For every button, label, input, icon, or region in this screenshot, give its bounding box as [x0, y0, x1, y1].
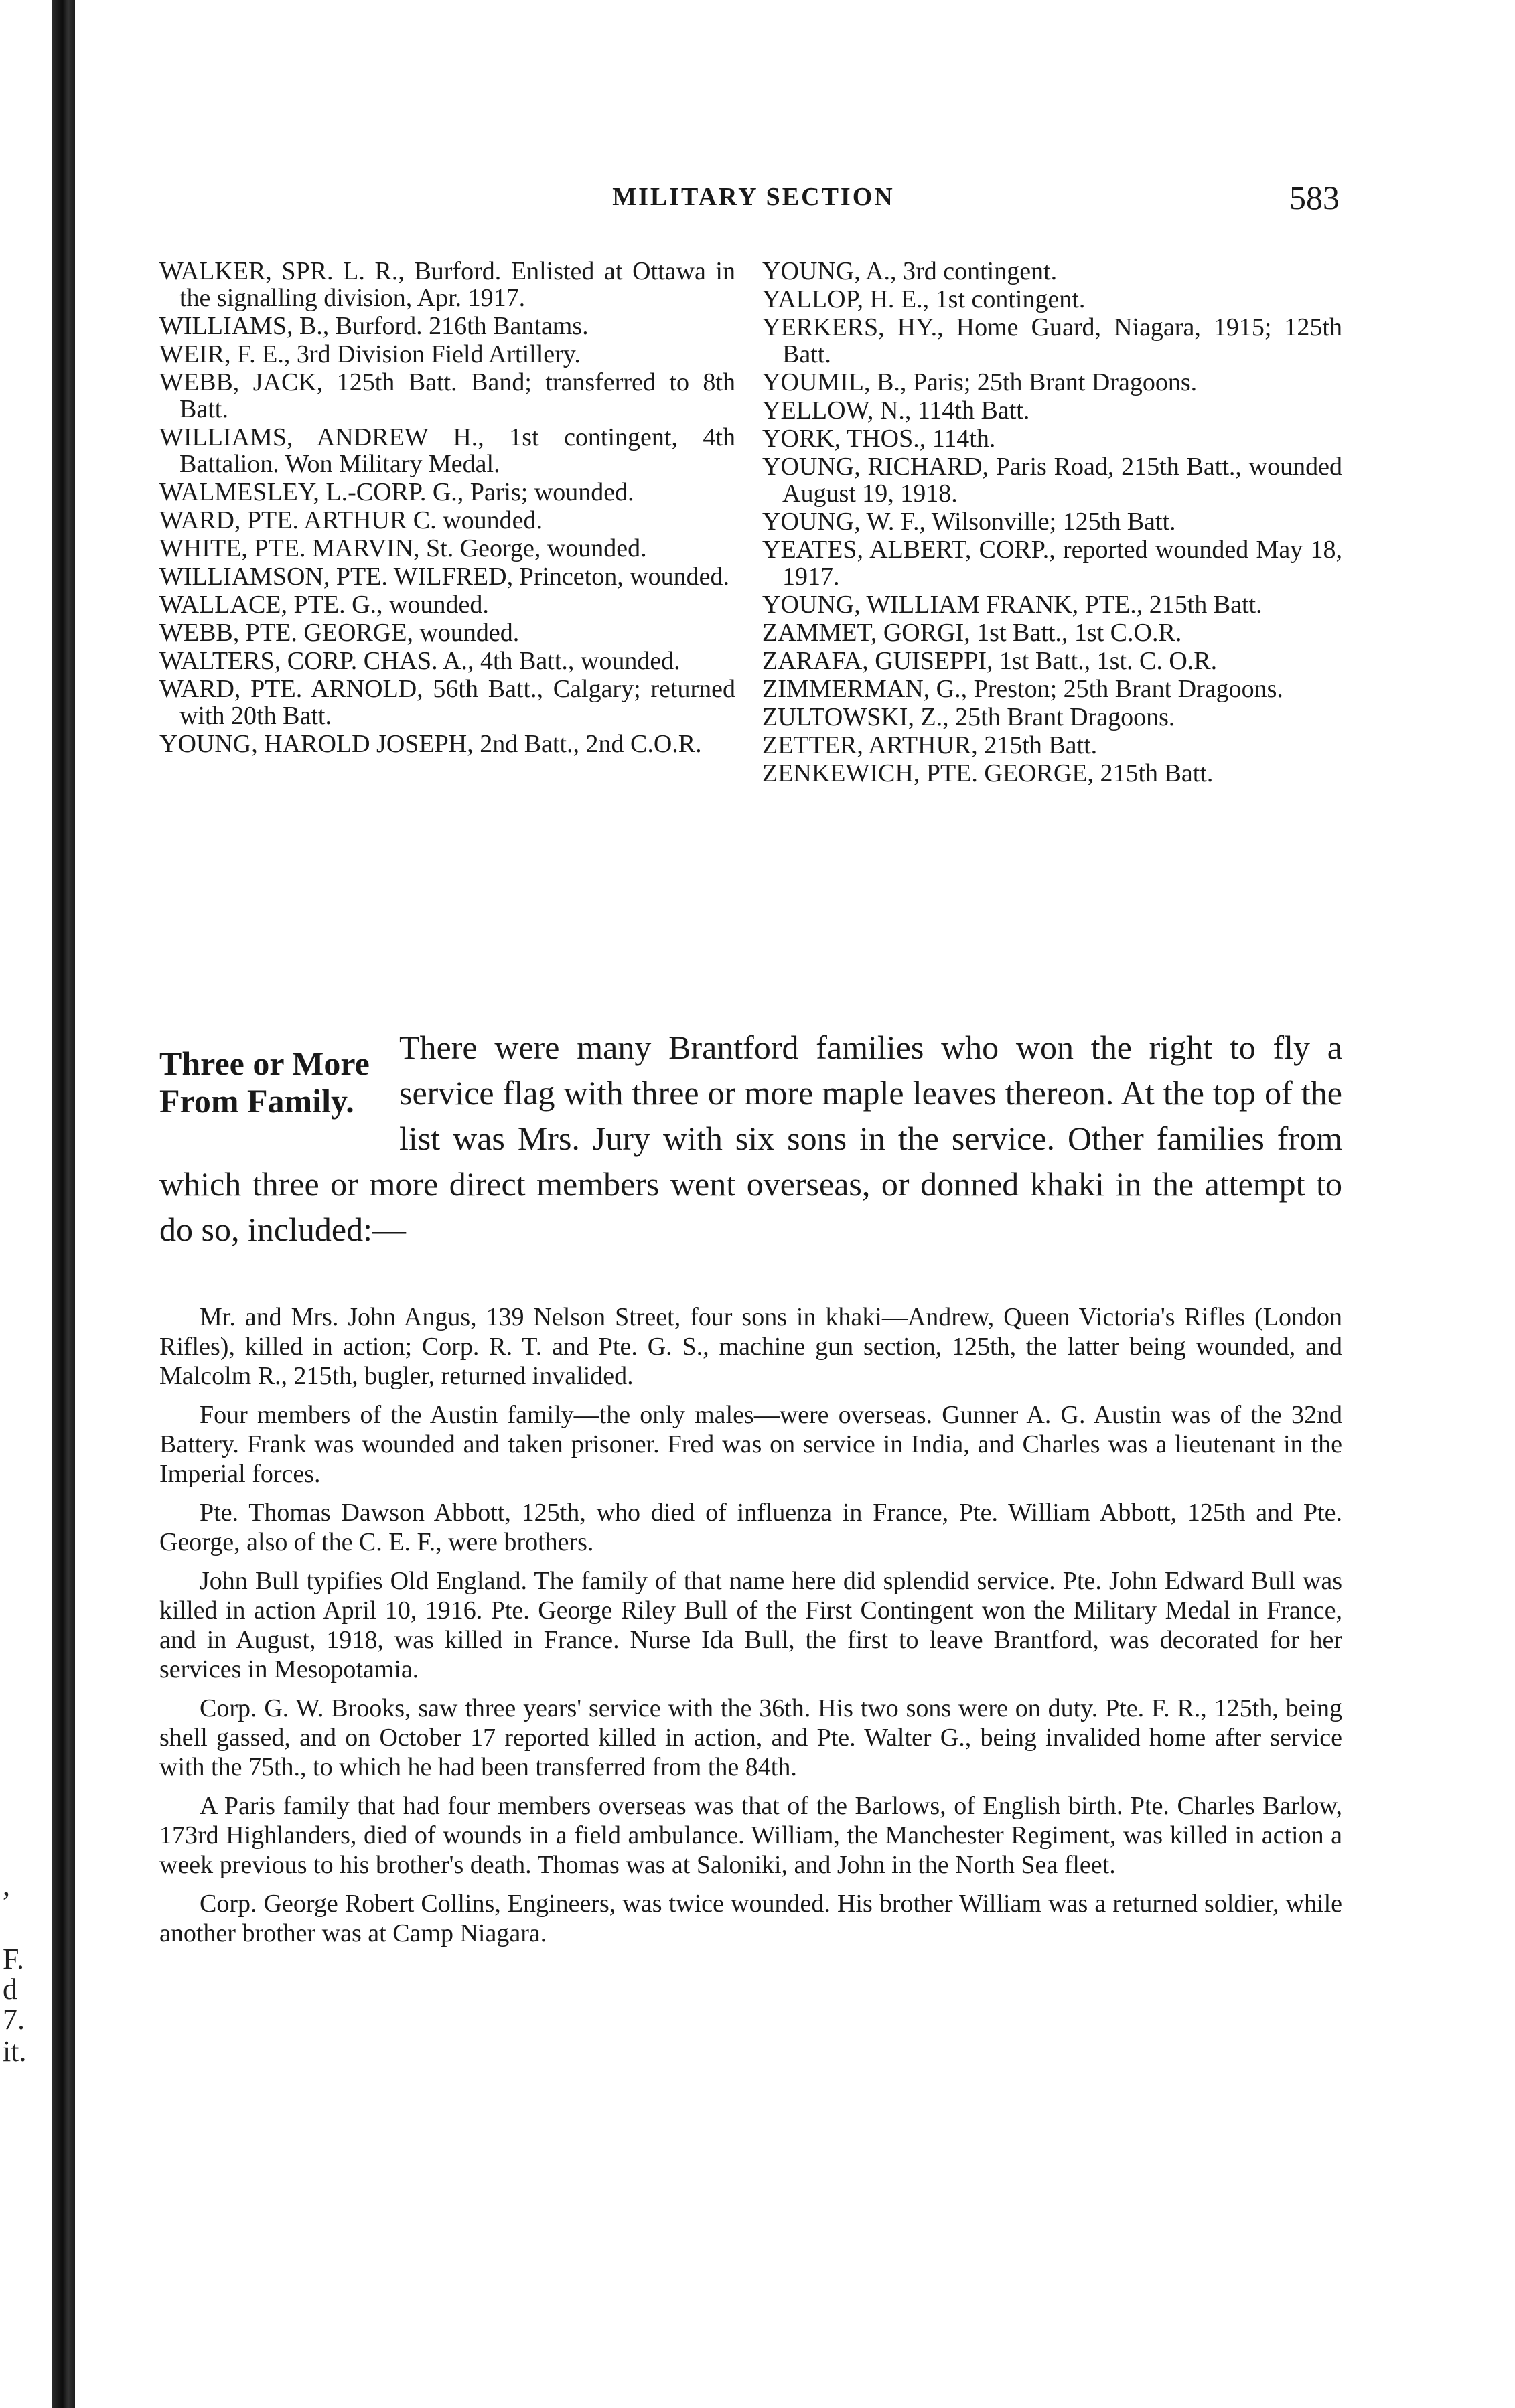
list-entry: ZULTOWSKI, Z., 25th Brant Dragoons. [762, 703, 1175, 731]
list-entry: WALKER, SPR. L. R., Burford. Enlisted at Ottawa in the signalling division, Apr. 1917. [159, 257, 735, 312]
section-side-heading: Three or More From Family. [159, 1045, 370, 1120]
list-entry: WALLACE, PTE. G., wounded. [159, 591, 489, 619]
book-binding-edge [52, 0, 75, 2408]
body-paragraph: Four members of the Austin family—the only males—were overseas. Gunner A. G. Austin was of the 32nd Battery. Frank was wounded and taken prisoner. Fred was on service in India, and Charles was a lieutenant in the Imperial forces. [159, 1401, 1342, 1488]
list-entry: YOUNG, W. F., Wilsonville; 125th Batt. [762, 508, 1176, 536]
margin-mark: F. [3, 1943, 24, 1975]
body-paragraph: A Paris family that had four members overseas was that of the Barlows, of English birth. Pte. Charles Barlow, 173rd Highlanders, died of wounds in a field ambulance. William, the Manchester Regiment, was killed in action a week previous to his brother's death. Thomas was at Saloniki, and John in the North Sea fleet. [159, 1792, 1342, 1879]
list-entry: WILLIAMS, B., Burford. 216th Bantams. [159, 312, 589, 340]
list-entry: WEBB, PTE. GEORGE, wounded. [159, 619, 520, 647]
list-entry: WHITE, PTE. MARVIN, St. George, wounded. [159, 534, 647, 562]
margin-mark: 7. [3, 2003, 25, 2036]
list-entry: YALLOP, H. E., 1st contingent. [762, 285, 1086, 313]
margin-mark: d [3, 1973, 17, 2006]
list-entry: WILLIAMS, ANDREW H., 1st contingent, 4th Battalion. Won Military Medal. [159, 423, 735, 478]
list-entry: WEIR, F. E., 3rd Division Field Artillery. [159, 340, 581, 368]
list-entry: ZENKEWICH, PTE. GEORGE, 215th Batt. [762, 759, 1214, 787]
running-title: MILITARY SECTION [612, 183, 895, 211]
body-paragraph: Corp. G. W. Brooks, saw three years' service with the 36th. His two sons were on duty. Pte. F. R., 125th, being shell gassed, and on October 17 reported killed in action, and Pte. Walter G., being invalided home after service with the 75th., to which he had been transferred from the 84th. [159, 1694, 1342, 1781]
list-entry: YOUMIL, B., Paris; 25th Brant Dragoons. [762, 368, 1198, 396]
page-number: 583 [1289, 179, 1340, 216]
list-entry: ZIMMERMAN, G., Preston; 25th Brant Dragoons. [762, 675, 1283, 703]
list-entry: WILLIAMSON, PTE. WILFRED, Princeton, wounded. [159, 562, 730, 591]
list-entry: WEBB, JACK, 125th Batt. Band; transferred to 8th Batt. [159, 368, 735, 423]
right-column-list [762, 258, 1342, 788]
list-entry: WARD, PTE. ARTHUR C. wounded. [159, 506, 543, 534]
list-entry: YEATES, ALBERT, CORP., reported wounded May 18, 1917. [762, 536, 1342, 591]
list-entry: WALTERS, CORP. CHAS. A., 4th Batt., wounded. [159, 647, 680, 675]
list-entry: ZETTER, ARTHUR, 215th Batt. [762, 731, 1098, 759]
body-paragraph: Corp. George Robert Collins, Engineers, was twice wounded. His brother William was a returned soldier, while another brother was at Camp Niagara. [159, 1890, 1342, 1947]
margin-mark: it. [3, 2035, 27, 2068]
list-entry: WALMESLEY, L.-CORP. G., Paris; wounded. [159, 478, 634, 506]
body-paragraph: Mr. and Mrs. John Angus, 139 Nelson Street, four sons in khaki—Andrew, Queen Victoria's Rifles (London Rifles), killed in action; Corp. R. T. and Pte. G. S., machine gun section, 125th, the latter being wounded, and Malcolm R., 215th, bugler, returned invalided. [159, 1303, 1342, 1390]
list-entry: YOUNG, RICHARD, Paris Road, 215th Batt., wounded August 19, 1918. [762, 453, 1342, 508]
family-paragraphs [159, 1302, 1342, 1957]
list-entry: ZARAFA, GUISEPPI, 1st Batt., 1st. C. O.R. [762, 647, 1218, 675]
list-entry: YORK, THOS., 114th. [762, 425, 996, 453]
list-entry: YOUNG, WILLIAM FRANK, PTE., 215th Batt. [762, 591, 1262, 619]
margin-mark: , [3, 1869, 10, 1902]
list-entry: YOUNG, A., 3rd contingent. [762, 257, 1058, 285]
page-header [167, 179, 1340, 222]
left-column-list [159, 258, 735, 759]
list-entry: YERKERS, HY., Home Guard, Niagara, 1915; 125th Batt. [762, 313, 1342, 368]
list-entry: ZAMMET, GORGI, 1st Batt., 1st C.O.R. [762, 619, 1182, 647]
section-intro-paragraph: There were many Brantford families who won the right to fly a service flag with three or more maple leaves thereon. At the top of the list was Mrs. Jury with six sons in the service. Other families from which three or more direct members went overseas, or donned khaki in the attempt to do so, included:— [159, 1029, 1342, 1248]
list-entry: YELLOW, N., 114th Batt. [762, 396, 1030, 425]
list-entry: WARD, PTE. ARNOLD, 56th Batt., Calgary; returned with 20th Batt. [159, 675, 735, 730]
margin-fragments [0, 0, 27, 2408]
families-section [159, 1025, 1342, 1252]
body-paragraph: John Bull typifies Old England. The family of that name here did splendid service. Pte. John Edward Bull was killed in action April 10, 1916. Pte. George Riley Bull of the First Contingent won the Military Medal in France, and in August, 1918, was killed in France. Nurse Ida Bull, the first to leave Brantford, was decorated for her services in Mesopotamia. [159, 1567, 1342, 1683]
list-entry: YOUNG, HAROLD JOSEPH, 2nd Batt., 2nd C.O.R. [159, 730, 702, 758]
body-paragraph: Pte. Thomas Dawson Abbott, 125th, who died of influenza in France, Pte. William Abbott, 125th and Pte. George, also of the C. E. F., were brothers. [159, 1499, 1342, 1556]
